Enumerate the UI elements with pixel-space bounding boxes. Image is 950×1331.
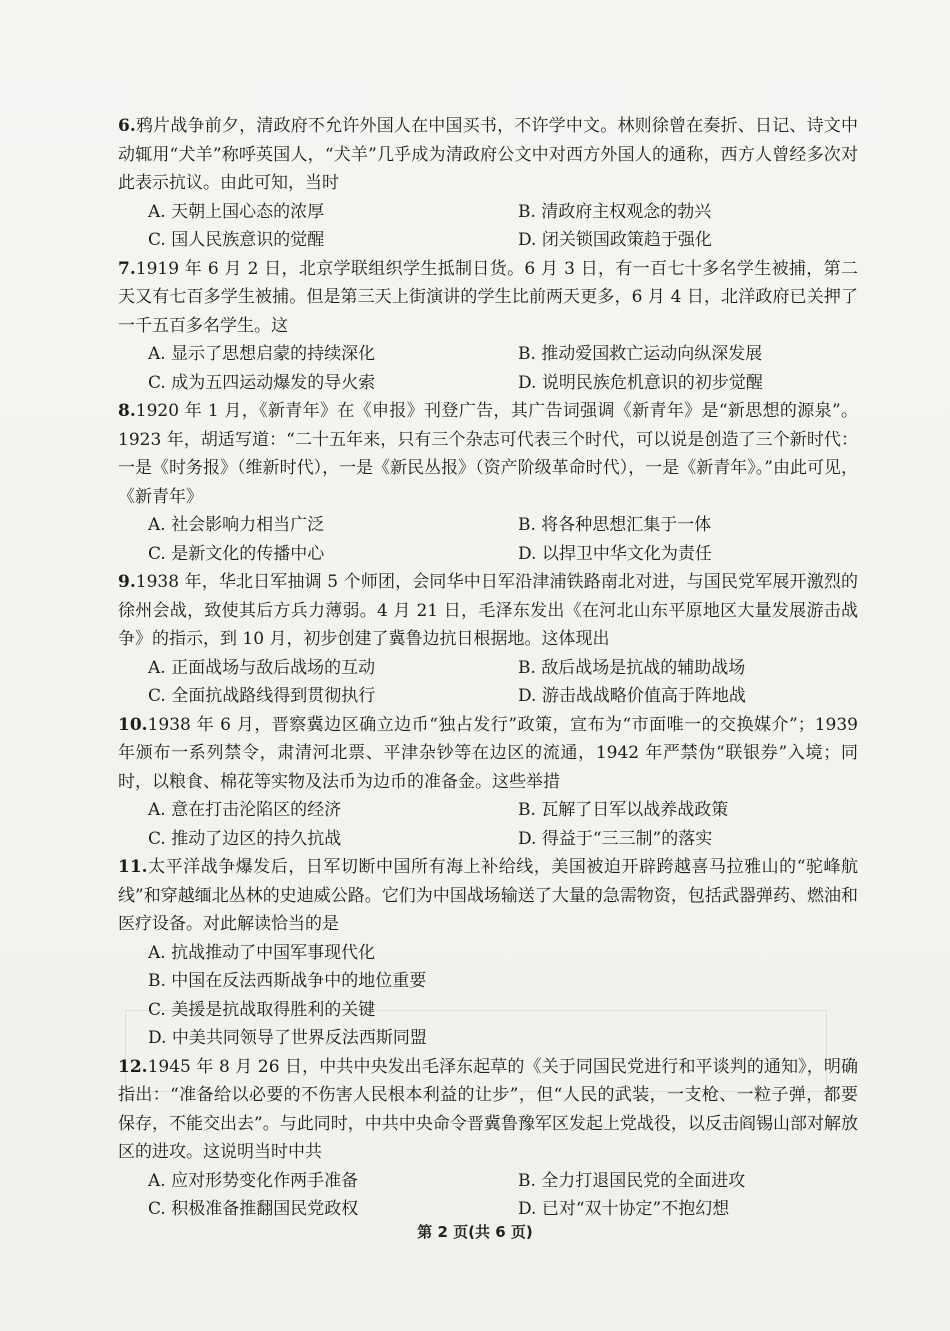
option-c: C. 成为五四运动爆发的导火索 bbox=[148, 372, 376, 393]
option-a: A. 天朝上国心态的浓厚 bbox=[148, 201, 325, 222]
option-b: B. 全力打退国民党的全面进攻 bbox=[518, 1170, 746, 1191]
option-list bbox=[118, 340, 858, 397]
option-list bbox=[118, 511, 858, 568]
option-c: C. 推动了边区的持久抗战 bbox=[148, 828, 342, 849]
option-c: C. 全面抗战路线得到贯彻执行 bbox=[148, 686, 376, 706]
option-c: C. 美援是抗战取得胜利的关键 bbox=[148, 999, 376, 1020]
question-number: 12. bbox=[118, 1056, 148, 1077]
question-number: 8. bbox=[118, 401, 136, 421]
question-number: 9. bbox=[118, 572, 136, 592]
option-b: B. 瓦解了日军以战养战政策 bbox=[518, 800, 729, 820]
option-b: B. 将各种思想汇集于一体 bbox=[518, 515, 712, 535]
option-list bbox=[118, 939, 858, 1053]
option-list bbox=[118, 796, 858, 853]
question-12 bbox=[118, 1053, 858, 1224]
question-6 bbox=[118, 112, 858, 255]
question-stem bbox=[118, 112, 858, 198]
questions-area bbox=[118, 112, 858, 1224]
option-d: D. 已对“双十协定”不抱幻想 bbox=[518, 1199, 730, 1219]
question-text: 太平洋战争爆发后，日军切断中国所有海上补给线，美国被迫开辟跨越喜马拉雅山的“驼峰航线”和穿越缅北丛林的史迪威公路。它们为中国战场输送了大量的急需物资，包括武器弹药、燃油和医疗设备。对此解读恰当的是 bbox=[118, 857, 858, 934]
option-a: A. 社会影响力相当广泛 bbox=[148, 515, 325, 535]
question-text: 鸦片战争前夕，清政府不允许外国人在中国买书，不许学中文。林则徐曾在奏折、日记、诗文中动辄用“犬羊”称呼英国人，“犬羊”几乎成为清政府公文中对西方外国人的通称，西方人曾经多次对此表示抗议。由此可知，当时 bbox=[118, 116, 858, 193]
option-b: B. 推动爱国救亡运动向纵深发展 bbox=[518, 344, 763, 364]
question-stem bbox=[118, 1053, 858, 1167]
question-9 bbox=[118, 568, 858, 711]
option-list bbox=[118, 654, 858, 711]
question-stem bbox=[118, 397, 858, 511]
option-d: D. 说明民族危机意识的初步觉醒 bbox=[518, 372, 763, 393]
option-d: D. 中美共同领导了世界反法西斯同盟 bbox=[148, 1028, 427, 1048]
question-number: 6. bbox=[118, 116, 136, 136]
option-d: D. 得益于“三三制”的落实 bbox=[518, 828, 713, 849]
option-b: B. 敌后战场是抗战的辅助战场 bbox=[518, 657, 746, 678]
question-number: 10. bbox=[118, 714, 148, 735]
question-stem bbox=[118, 853, 858, 939]
question-10 bbox=[118, 711, 858, 854]
option-d: D. 闭关锁国政策趋于强化 bbox=[518, 230, 712, 250]
option-a: A. 应对形势变化作两手准备 bbox=[148, 1170, 359, 1191]
option-list bbox=[118, 1167, 858, 1224]
question-number: 7. bbox=[118, 258, 136, 279]
question-number: 11. bbox=[118, 857, 148, 877]
question-11 bbox=[118, 853, 858, 1053]
option-b: B. 中国在反法西斯战争中的地位重要 bbox=[148, 971, 427, 991]
option-list bbox=[118, 198, 858, 255]
option-c: C. 是新文化的传播中心 bbox=[148, 543, 325, 564]
question-8 bbox=[118, 397, 858, 568]
option-a: A. 抗战推动了中国军事现代化 bbox=[148, 942, 376, 963]
option-c: C. 积极准备推翻国民党政权 bbox=[148, 1199, 359, 1219]
option-d: D. 游击战战略价值高于阵地战 bbox=[518, 686, 746, 706]
question-text: 1945 年 8 月 26 日，中共中央发出毛泽东起草的《关于同国民党进行和平谈判的通知》，明确指出：“准备给以必要的不伤害人民根本利益的让步”，但“人民的武装，一支枪、一粒子弹，都要保存，不能交出去”。与此同时，中共中央命令晋冀鲁豫军区发起上党战役，以反击阎锡山部对解放区的进攻。这说明当时中共 bbox=[118, 1056, 858, 1162]
question-text: 1919 年 6 月 2 日，北京学联组织学生抵制日货。6 月 3 日，有一百七十多名学生被捕，第二天又有七百多学生被捕。但是第三天上街演讲的学生比前两天更多，6 月 4 日，北洋政府已关押了一千五百多名学生。这 bbox=[118, 258, 858, 336]
option-b: B. 清政府主权观念的勃兴 bbox=[518, 201, 712, 222]
option-d: D. 以捍卫中华文化为责任 bbox=[518, 543, 712, 564]
option-a: A. 意在打击沦陷区的经济 bbox=[148, 800, 342, 820]
question-stem bbox=[118, 255, 858, 341]
option-a: A. 显示了思想启蒙的持续深化 bbox=[148, 344, 376, 364]
option-a: A. 正面战场与敌后战场的互动 bbox=[148, 657, 376, 678]
question-text: 1938 年，华北日军抽调 5 个师团，会同华中日军沿津浦铁路南北对进，与国民党军展开激烈的徐州会战，致使其后方兵力薄弱。4 月 21 日，毛泽东发出《在河北山东平原地区大量发展游击战争》的指示，到 10 月，初步创建了冀鲁边抗日根据地。这体现出 bbox=[118, 572, 858, 649]
option-c: C. 国人民族意识的觉醒 bbox=[148, 230, 325, 250]
question-stem bbox=[118, 711, 858, 797]
page-footer: 第 2 页(共 6 页) bbox=[417, 1223, 533, 1241]
question-stem bbox=[118, 568, 858, 654]
question-text: 1938 年 6 月，晋察冀边区确立边币“独占发行”政策，宣布为“市面唯一的交换媒介”；1939 年颁布一系列禁令，肃清河北票、平津杂钞等在边区的流通，1942 年严禁伪“联银券”入境；同时，以粮食、棉花等实物及法币为边币的准备金。这些举措 bbox=[118, 714, 858, 792]
question-text: 1920 年 1 月，《新青年》在《申报》刊登广告，其广告词强调《新青年》是“新思想的源泉”。1923 年，胡适写道：“二十五年来，只有三个杂志可代表三个时代，可以说是创造了三个新时代：一是《时务报》（维新时代），一是《新民丛报》（资产阶级革命时代），一是《新青年》。”由此可见，《新青年》 bbox=[118, 401, 858, 507]
question-7 bbox=[118, 255, 858, 398]
